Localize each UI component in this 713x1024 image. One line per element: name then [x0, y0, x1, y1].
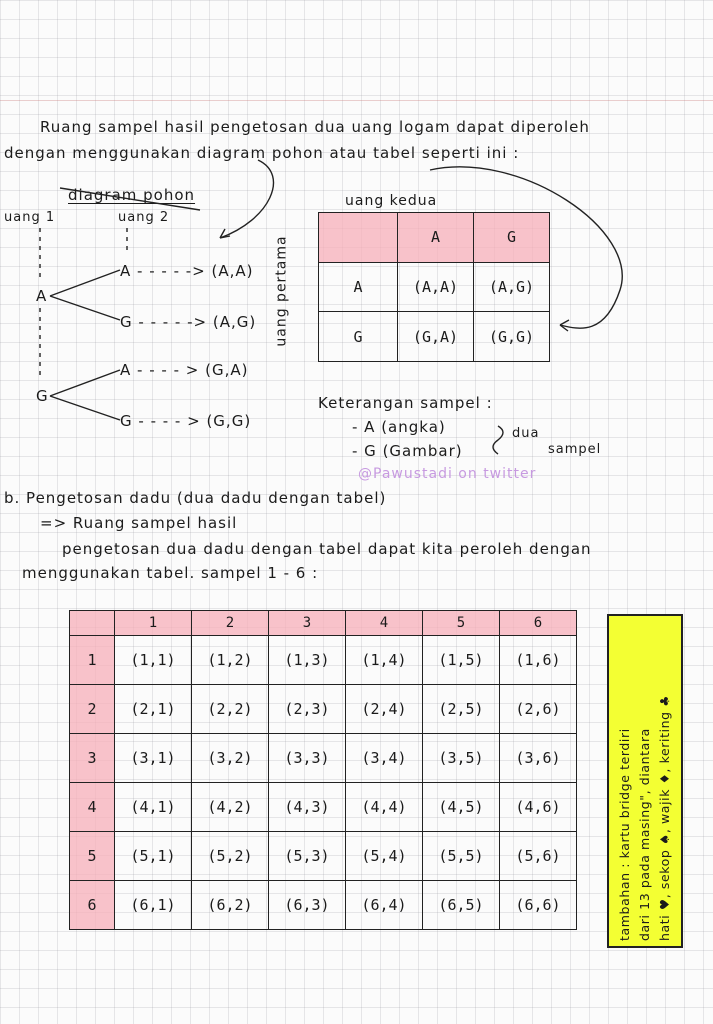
dice-table-cell: (6,3): [269, 881, 346, 930]
sticky-note: [607, 614, 683, 948]
note-line-3: hati ♥, sekop ♠, wajik ♦, keriting ♣: [657, 694, 672, 941]
dice-table-header-row: [70, 611, 577, 636]
coin-table-cell: (G,A): [398, 312, 474, 362]
tree-leaf-3: A - - - - > (G,A): [120, 361, 249, 379]
coin-table-header: A: [398, 213, 474, 263]
dice-table-header: 6: [500, 611, 577, 636]
dice-table-header: 1: [115, 611, 192, 636]
table-row: [70, 881, 577, 930]
dice-table-cell: (4,3): [269, 783, 346, 832]
dice-table-row-head: 6: [70, 881, 115, 930]
dice-table-cell: (4,2): [192, 783, 269, 832]
dice-text-2: menggunakan tabel. sampel 1 - 6 :: [22, 564, 319, 582]
coin-table-corner: [319, 213, 398, 263]
dice-table-cell: (3,1): [115, 734, 192, 783]
note-line-2: dari 13 pada masing", diantara: [637, 728, 652, 941]
table-row: [319, 262, 550, 312]
dice-text-1: pengetosan dua dadu dengan tabel dapat kita peroleh dengan: [62, 540, 592, 558]
dice-table-cell: (3,5): [423, 734, 500, 783]
dice-table-cell: (5,6): [500, 832, 577, 881]
dice-table-cell: (1,6): [500, 636, 577, 685]
dice-table-cell: (3,6): [500, 734, 577, 783]
tree-col-uang1: uang 1: [4, 210, 56, 225]
tree-node-a: A: [36, 287, 48, 305]
dice-table-cell: (1,1): [115, 636, 192, 685]
dice-table-cell: (5,1): [115, 832, 192, 881]
dice-table-corner: [70, 611, 115, 636]
dice-table-cell: (4,4): [346, 783, 423, 832]
dice-table-cell: (2,3): [269, 685, 346, 734]
dice-table-row-head: 3: [70, 734, 115, 783]
coin-table-header-row: [319, 213, 550, 263]
dice-table-cell: (2,6): [500, 685, 577, 734]
dice-table-row-head: 5: [70, 832, 115, 881]
dice-table-cell: (6,1): [115, 881, 192, 930]
dice-table-cell: (1,2): [192, 636, 269, 685]
dice-table-cell: (5,3): [269, 832, 346, 881]
dice-table: [69, 610, 577, 930]
legend-item-angka: - A (angka): [352, 418, 446, 436]
table-row: [70, 685, 577, 734]
dice-table-cell: (4,5): [423, 783, 500, 832]
dice-table-cell: (2,5): [423, 685, 500, 734]
dice-table-cell: (4,6): [500, 783, 577, 832]
legend-group-2: sampel: [548, 442, 602, 457]
table-row: [70, 734, 577, 783]
tree-leaf-2: G - - - - -> (A,G): [120, 313, 257, 331]
dice-subheading: => Ruang sampel hasil: [40, 514, 238, 532]
dice-table-cell: (1,3): [269, 636, 346, 685]
tree-title: diagram pohon: [68, 186, 196, 204]
tree-node-g: G: [36, 387, 49, 405]
dice-table-row-head: 4: [70, 783, 115, 832]
dice-table-cell: (3,2): [192, 734, 269, 783]
table-row: [70, 783, 577, 832]
note-line-1: tambahan : kartu bridge terdiri: [617, 728, 632, 941]
dice-table-header: 2: [192, 611, 269, 636]
dice-table-cell: (2,4): [346, 685, 423, 734]
legend-title: Keterangan sampel :: [318, 394, 493, 412]
dice-table-cell: (1,5): [423, 636, 500, 685]
table-row: [70, 636, 577, 685]
coin-table-col-title: uang kedua: [345, 193, 438, 209]
coin-table-row-title: uang pertama: [273, 235, 290, 347]
dice-table-header: 3: [269, 611, 346, 636]
dice-table-cell: (3,3): [269, 734, 346, 783]
dice-table-cell: (5,5): [423, 832, 500, 881]
dice-table-cell: (2,2): [192, 685, 269, 734]
dice-table-cell: (4,1): [115, 783, 192, 832]
dice-table-cell: (6,6): [500, 881, 577, 930]
intro-line-2: dengan menggunakan diagram pohon atau tabel seperti ini :: [4, 144, 520, 162]
dice-table-cell: (6,2): [192, 881, 269, 930]
intro-line-1: Ruang sampel hasil pengetosan dua uang logam dapat diperoleh: [40, 118, 590, 136]
coin-table-cell: (A,A): [398, 262, 474, 312]
dice-table-header: 4: [346, 611, 423, 636]
dice-table-cell: (1,4): [346, 636, 423, 685]
dice-table-cell: (6,5): [423, 881, 500, 930]
coin-table-row-head: A: [319, 262, 398, 312]
dice-table-cell: (2,1): [115, 685, 192, 734]
tree-leaf-4: G - - - - > (G,G): [120, 412, 252, 430]
tree-leaf-1: A - - - - -> (A,A): [120, 262, 254, 280]
dice-table-cell: (3,4): [346, 734, 423, 783]
watermark: @Pawustadi on twitter: [358, 466, 537, 482]
table-row: [319, 312, 550, 362]
dice-table-row-head: 2: [70, 685, 115, 734]
coin-table-row-head: G: [319, 312, 398, 362]
dice-table-header: 5: [423, 611, 500, 636]
coin-table: [318, 212, 550, 362]
sticky-note-text: [615, 621, 675, 941]
dice-table-row-head: 1: [70, 636, 115, 685]
legend-item-gambar: - G (Gambar): [352, 442, 463, 460]
dice-heading: b. Pengetosan dadu (dua dadu dengan tabel): [4, 489, 387, 507]
tree-col-uang2: uang 2: [118, 210, 170, 225]
dice-table-cell: (5,2): [192, 832, 269, 881]
coin-table-cell: (A,G): [474, 262, 550, 312]
legend-group-1: dua: [512, 426, 540, 441]
table-row: [70, 832, 577, 881]
coin-table-header: G: [474, 213, 550, 263]
coin-table-cell: (G,G): [474, 312, 550, 362]
dice-table-cell: (5,4): [346, 832, 423, 881]
dice-table-cell: (6,4): [346, 881, 423, 930]
